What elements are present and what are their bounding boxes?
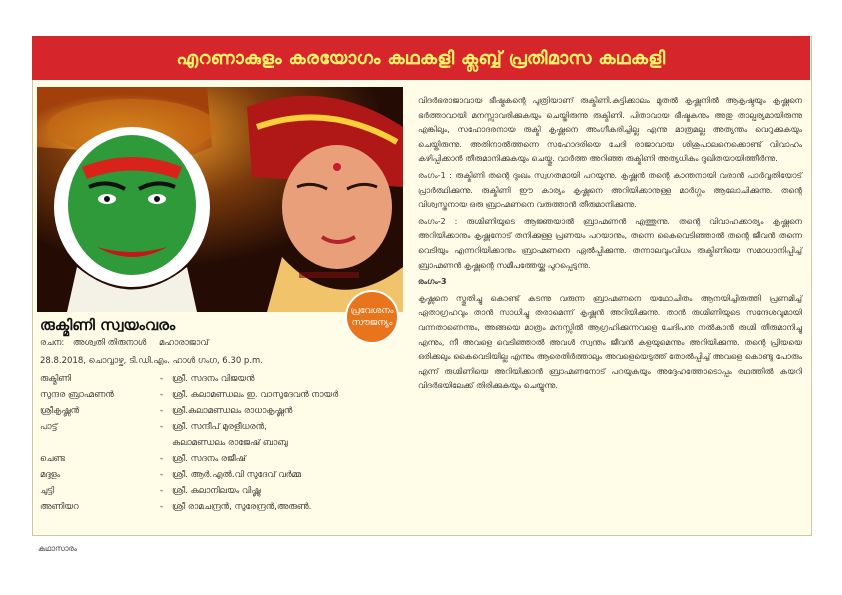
cast-role: മദ്ദളം [40,470,61,480]
cast-name: ശ്രീ. കലാമണ്ഡലം ഇ. വാസുദേവൻ നായർ [172,390,339,400]
cast-row [40,484,338,500]
cast-row [40,452,338,468]
cast-row [40,500,338,516]
story-paragraph: രംഗം-2 : രുഗ്മിണിയുടെ ആജ്ഞയാൽ ബ്രാഹ്മണൻ എത്തുന്നു. തന്റെ വിവാഹക്കാര്യം കൃഷ്ണനെ അറിയിക്കാനും കൃഷ്ണനോട് തനിക്കുള്ള പ്രണയം പറയാനും, തന്നെ കൈവെടിഞ്ഞാൽ തന്റെ ജീവൻ തന്നെ വെടിയും എന്നറിയിക്കാനും ബ്രാഹ്മണനെ ഏൽപ്പിക്കുന്നു. തന്നാലവുംവിധം രുക്മിണിയെ സമാധാനിപ്പിച്ച് ബ്രാഹ്മണൻ കൃഷ്ണന്റെ സമീപത്തേയ്ക്കു പുറപ്പെടുന്നു. [418,216,802,270]
cast-name: ശ്രീ. ആർ.എൽ.വി സുദേവ് വർമ്മ [172,470,301,480]
badge-line-1: പ്രവേശനം [350,306,394,316]
badge-line-2: സൗജന്യം [351,318,393,328]
story-summary [418,94,802,396]
cast-role: ശ്രീകൃഷ്ണൻ [40,406,80,416]
cast-role: ചെണ്ട [40,454,65,464]
footer-label: കഥാസാരം [38,544,78,553]
title-banner [32,36,810,80]
cast-row [40,420,338,436]
kathakali-image [37,87,403,312]
cast-name: ശ്രീ. സദനം രജീഷ് [172,454,246,464]
cast-dash: - [160,502,164,512]
author-line [40,338,405,348]
cast-dash: - [160,422,164,432]
cast-row [40,436,338,452]
cast-name: കലാമണ്ഡലം രാജേഷ് ബാബു [172,438,288,448]
story-paragraph: രംഗം-1 : രുക്മിണി തന്റെ ദുഃഖം സ്വഗതമായി പറയുന്നു. കൃഷ്ണൻ തന്റെ കാന്തനായി വരാൻ പാർവ്വതിയോട് പ്രാർത്ഥിക്കുന്നു. രുക്മിണി ഈ കാര്യം കൃഷ്ണനെ അറിയിക്കാനുള്ള മാർഗ്ഗം ആലോചിക്കുന്നു. തന്റെ വിശ്വസ്തനായ ഒരു ബ്രാഹ്മണനെ വരുത്താൻ തീരുമാനിക്കുന്നു. [418,170,802,210]
cast-role: അണിയറ [40,502,79,512]
cast-name: ശ്രീ.കലാമണ്ഡലം രാധാകൃഷ്ണൻ [172,406,293,416]
cast-dash: - [160,406,164,416]
cast-role: സുന്ദര ബ്രാഹ്മണൻ [40,390,114,400]
cast-row [40,372,338,388]
story-paragraph: കൃഷ്ണനെ സ്തുതിച്ചു കൊണ്ട് കടന്നു വരുന്ന ബ്രാഹ്മണനെ യഥോചിതം ആനയിച്ചിരുത്തി പ്രണമിച്ച് ഏതാഗ്രഹവും താൻ സാധിച്ചു തരാമെന്ന് കൃഷ്ണൻ അറിയിക്കുന്നു. താൻ രുഗ്മിണിയുടെ സന്ദേശവുമായി വന്നതാണെന്നും, അങ്ങയെ മാത്രം മനസ്സിൽ ആഗ്രഹിക്കുന്നവളെ ചേദിപനു നൽകാൻ രുഗ്മി തീരുമാനിച്ചു എന്നും, നീ അവളെ വെടിഞ്ഞാൽ അവൾ സ്വന്തം ജീവൻ കളയുമെന്നും അറിയിക്കുന്നു. തന്റെ പ്രിയയെ ഒരിക്കലും കൈവെടിയില്ല എന്നും ആരെതിർത്താലും അവളെയെടുത്ത് തോൽപ്പിച്ച് അവളെ കൊണ്ടു പോരും എന്ന് രുഗ്മിണിയെ അറിയിക്കാൻ ബ്രാഹ്മണനോട് പറയുകയും അദ്ദേഹത്തോടൊപ്പം രഥത്തിൽ കയറി വിദർഭയിലേക്ക് തിരിക്കുകയും ചെയ്യുന്നു. [418,293,802,391]
cast-dash [160,436,172,452]
cast-name: ശ്രീ. സദനം വിജയൻ [172,374,255,384]
author-name: അശ്വതി തിരുനാൾ [72,338,147,348]
event-date-venue: 28.8.2018, ചൊവ്വാഴ്ച, ടി.ഡി.എം. ഹാൾ ഗംഗ, 6.30 p.m. [40,356,264,366]
kathakali-photo [37,87,403,312]
cast-row [40,388,338,404]
cast-name: ശ്രീ. കലാനിലയം വിഷ്ണു [172,486,261,496]
cast-row [40,404,338,420]
story-paragraph: വിദർഭരാജാവായ ഭീഷ്മകന്റെ പുത്രിയാണ് രുക്മിണി.കുട്ടിക്കാലം മുതൽ കൃഷ്ണനിൽ ആകൃഷ്ടയും കൃഷ്ണനെ ഭർത്താവായി മനസ്സാവരിക്കുകയും ചെയ്തിരുന്നു രുക്മിണി. പിതാവായ ഭീഷ്മകനും അതു താല്പര്യമായിരുന്നു എങ്കിലും, സഹോദരനായ രുക്മി കൃഷ്ണനെ അംഗീകരിച്ചില്ല എന്നു മാത്രമല്ല അത്യന്തം വെറുക്കുകയും ചെയ്തിരുന്നു. അതിനാൽത്തന്നെ സഹോദരിയെ ചേദി രാജാവായ ശിശുപാലനെക്കൊണ്ട് വിവാഹം കഴിപ്പിക്കാൻ തീരുമാനിക്കുകയും ചെയ്തു. വാർത്ത അറിഞ്ഞ രുക്മിണി അത്യധികം ദുഖിതയായിത്തീർന്നു. [418,96,802,164]
cast-role: ചുട്ടി [40,486,55,496]
banner-title: എറണാകുളം കരയോഗം കഥകളി ക്ലബ്ബ് പ്രതിമാസ കഥകളി [176,47,666,69]
cast-dash: - [160,374,164,384]
cast-dash: - [160,390,164,400]
play-title: രുക്മിണി സ്വയംവരം [40,316,176,334]
cast-name: ശ്രീ. സന്ദീപ് മുരളീധരൻ, [172,422,267,432]
author-label: രചന: [40,338,65,348]
event-details [40,316,405,516]
cast-table [40,372,338,516]
cast-dash: - [160,470,164,480]
cast-role: രുക്മിണി [40,374,72,384]
cast-row [40,468,338,484]
cast-role [40,436,160,452]
scene-heading: രംഗം-3 [418,277,447,287]
cast-dash: - [160,454,164,464]
cast-dash: - [160,486,164,496]
cast-role: പാട്ട് [40,422,58,432]
author-title: മഹാരാജാവ് [159,338,209,348]
cast-name: ശ്രീ രാമചന്ദ്രൻ, സുരേന്ദ്രൻ,അരുൺ. [172,502,312,512]
